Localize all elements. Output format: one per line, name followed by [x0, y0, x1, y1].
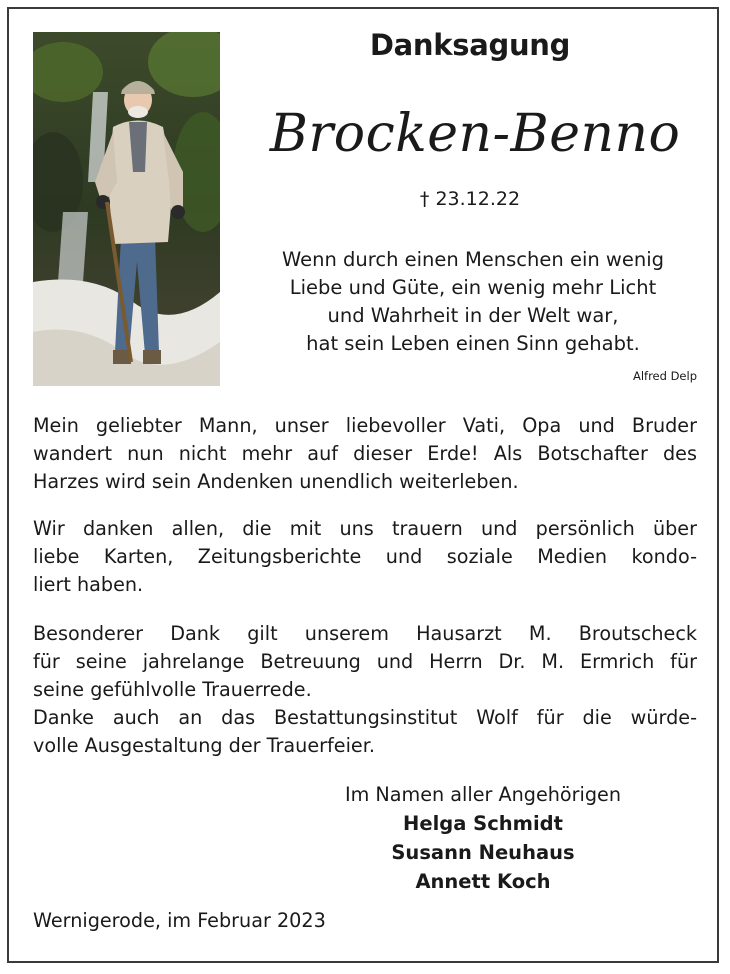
- notice-heading: Danksagung: [369, 28, 571, 62]
- signature-block: [283, 780, 683, 896]
- quote-block: [228, 246, 718, 358]
- signature-name: Susann Neuhaus: [391, 841, 575, 864]
- paragraph-line: Harzes wird sein Andenken unendlich weiterleben.: [33, 470, 519, 493]
- paragraph-tribute: [33, 412, 697, 496]
- quote-line: und Wahrheit in der Welt war,: [327, 304, 619, 327]
- death-date: † 23.12.22: [419, 188, 521, 210]
- quote-author: Alfred Delp: [632, 369, 697, 383]
- paragraph-line: Danke auch an das Bestattungsinstitut Wolf für die würde-: [33, 706, 697, 729]
- paragraph-line: Besonderer Dank gilt unserem Hausarzt M. Broutscheck: [33, 622, 697, 645]
- paragraph-line: Mein geliebter Mann, unser liebevoller Vati, Opa und Bruder: [33, 414, 697, 437]
- portrait-photo: [33, 32, 220, 386]
- quote-line: hat sein Leben einen Sinn gehabt.: [306, 332, 640, 355]
- paragraph-line: Wir danken allen, die mit uns trauern und persönlich über: [33, 517, 697, 540]
- paragraph-line: liert haben.: [33, 573, 144, 596]
- paragraph-line: wandert nun nicht mehr auf dieser Erde! Als Botschafter des: [33, 442, 697, 465]
- place-date: Wernigerode, im Februar 2023: [33, 909, 326, 932]
- quote-line: Wenn durch einen Menschen ein wenig: [281, 248, 665, 271]
- quote-line: Liebe und Güte, ein wenig mehr Licht: [289, 276, 657, 299]
- paragraph-line: für seine jahrelange Betreuung und Herrn Dr. M. Ermrich für: [33, 650, 697, 673]
- deceased-name: Brocken-Benno: [269, 104, 681, 164]
- paragraph-line: liebe Karten, Zeitungsberichte und soziale Medien kondo-: [33, 545, 697, 568]
- paragraph-line: seine gefühlvolle Trauerrede.: [33, 678, 312, 701]
- paragraph-line: volle Ausgestaltung der Trauerfeier.: [33, 734, 375, 757]
- paragraph-thanks: [33, 515, 697, 599]
- signature-name: Helga Schmidt: [403, 812, 563, 835]
- paragraph-special-thanks: [33, 620, 697, 760]
- signature-intro: Im Namen aller Angehörigen: [344, 783, 622, 806]
- signature-name: Annett Koch: [415, 870, 551, 893]
